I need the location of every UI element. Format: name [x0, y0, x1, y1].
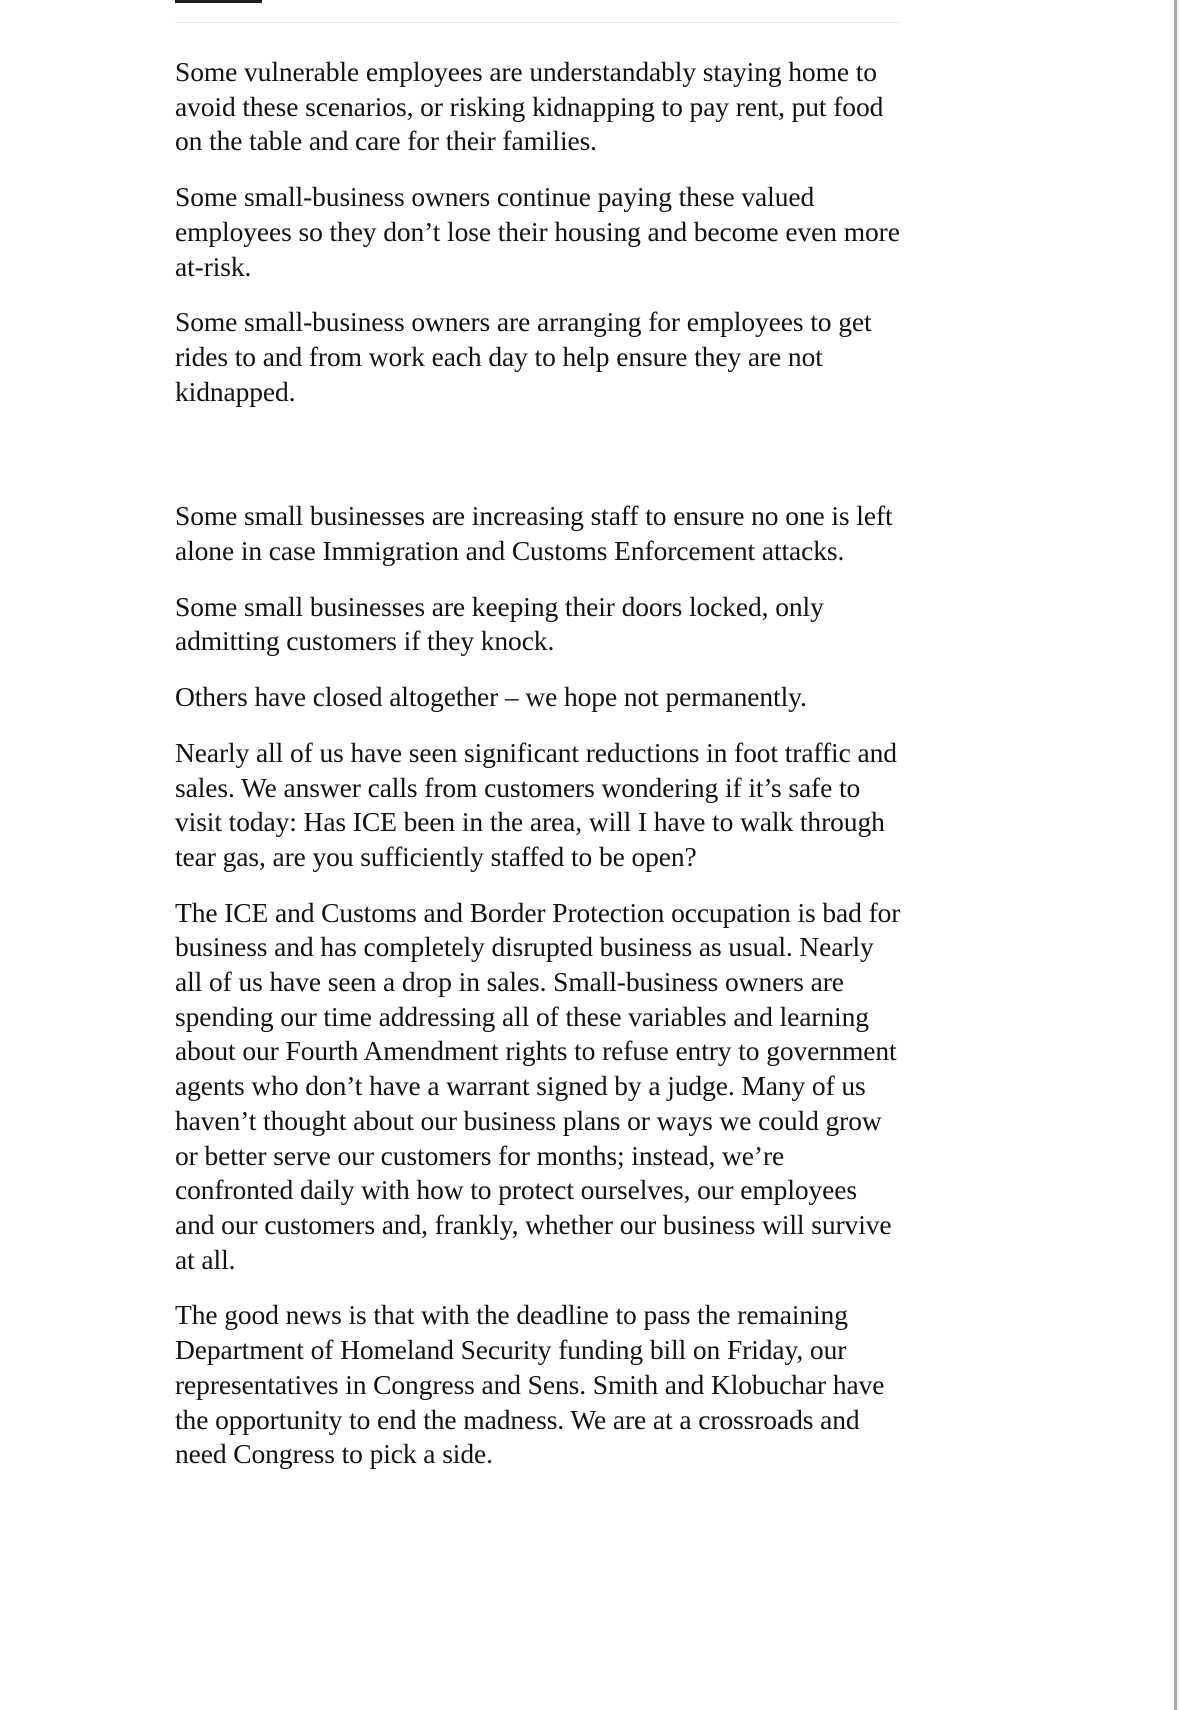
article-paragraph: Some small businesses are keeping their doors locked, only admitting customers if they knock. — [175, 590, 824, 657]
article-paragraph: The ICE and Customs and Border Protection occupation is bad for business and has completely disrupted business as usual. Nearly all of us have seen a drop in sales. Small-business owners are spending our time addressing all of these variables and learning about our Fourth Amendment rights to refuse entry to government agents who don’t have a warrant signed by a judge. Many of us haven’t thought about our business plans or ways we could grow or better serve our customers for months; instead, we’re confronted daily with how to protect ourselves, our employees and our customers and, frankly, whether our business will survive at all. — [175, 896, 901, 1275]
article-paragraph: Nearly all of us have seen significant reductions in foot traffic and sales. We answer calls from customers wondering if it’s safe to visit today: Has ICE been in the area, will I have to walk through tear gas, are you sufficiently staffed to be open? — [175, 736, 897, 872]
article-paragraph: Some vulnerable employees are understandably staying home to avoid these scenarios, or risking kidnapping to pay rent, put food on the table and care for their families. — [175, 56, 884, 157]
scrollbar-thumb[interactable] — [1174, 0, 1177, 1710]
page-scrollbar[interactable] — [1173, 0, 1179, 1710]
section-divider — [175, 22, 901, 23]
article-image-bottom-edge[interactable] — [175, 0, 262, 3]
article-paragraph: The good news is that with the deadline to pass the remaining Department of Homeland Security funding bill on Friday, our representatives in Congress and Sens. Smith and Klobuchar have the opportunity to end the madness. We are at a crossroads and need Congress to pick a side. — [175, 1299, 885, 1470]
image-caption — [175, 4, 275, 16]
article-paragraph: Some small businesses are increasing staff to ensure no one is left alone in case Immigration and Customs Enforcement attacks. — [175, 500, 893, 567]
article-paragraph: Some small-business owners are arranging for employees to get rides to and from work each day to help ensure they are not kidnapped. — [175, 306, 872, 407]
article-paragraph: Others have closed altogether – we hope not permanently. — [175, 681, 807, 713]
article-paragraph: Some small-business owners continue paying these valued employees so they don’t lose their housing and become even more at-risk. — [175, 181, 900, 282]
ad-slot-spacer — [175, 430, 903, 499]
article-body — [175, 55, 903, 1493]
